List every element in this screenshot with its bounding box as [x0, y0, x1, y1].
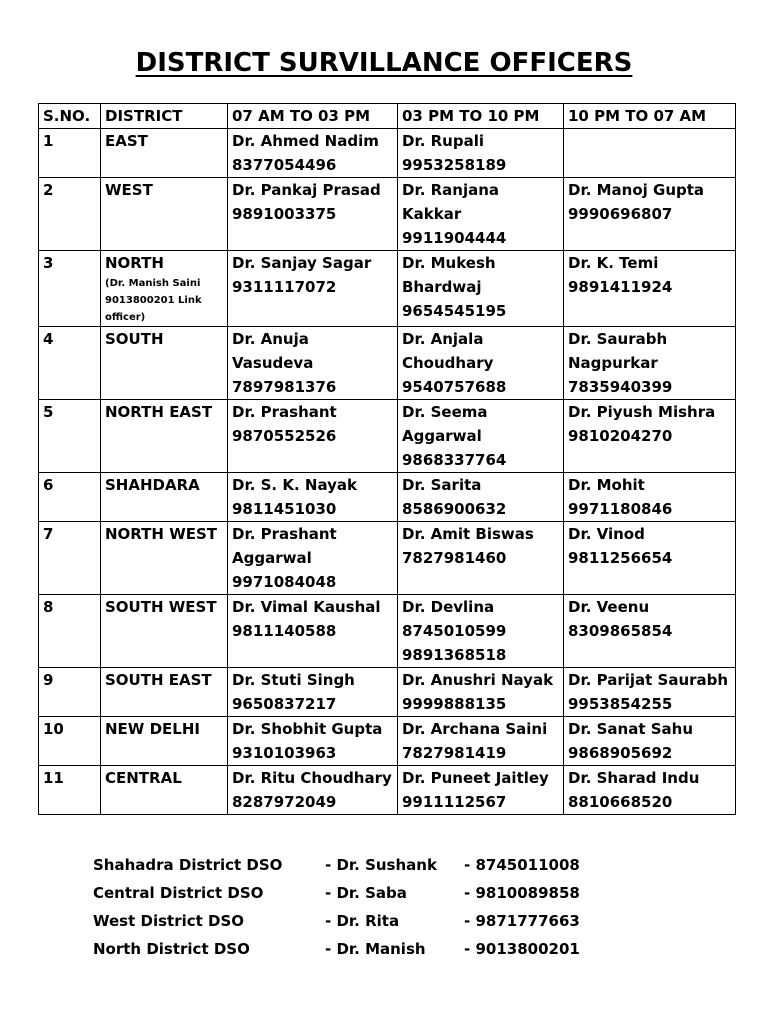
officer-name: Dr. Sarita	[402, 476, 482, 494]
officer-phone: 7835940399	[568, 378, 673, 396]
officer-phone: 9310103963	[232, 744, 337, 762]
officer-phone: 9971180846	[568, 500, 673, 518]
header-district: DISTRICT	[101, 104, 228, 129]
cell-shift2	[398, 522, 564, 595]
officer-phone: 9971084048	[232, 573, 337, 591]
cell-shift3	[564, 473, 736, 522]
officer-phone: 9654545195	[402, 302, 507, 320]
dso-row	[93, 935, 653, 963]
cell-shift1	[228, 595, 398, 668]
table-row	[39, 251, 736, 327]
table-header-row	[39, 104, 736, 129]
cell-sno: 5	[39, 400, 101, 473]
dso-name: - Dr. Saba	[325, 884, 407, 902]
table-row	[39, 595, 736, 668]
officer-phone: 9953258189	[402, 156, 507, 174]
district-name: CENTRAL	[105, 769, 182, 787]
dso-name: - Dr. Rita	[325, 912, 400, 930]
officer-name: Dr. K. Temi	[568, 254, 659, 272]
cell-shift2	[398, 595, 564, 668]
officer-name: Dr. Seema Aggarwal	[402, 403, 488, 445]
cell-shift1	[228, 668, 398, 717]
table-row	[39, 178, 736, 251]
district-name: WEST	[105, 181, 153, 199]
header-sno: S.NO.	[39, 104, 101, 129]
cell-sno: 1	[39, 129, 101, 178]
officer-name: Dr. Archana Saini	[402, 720, 548, 738]
officer-name: Dr. Parijat Saurabh	[568, 671, 729, 689]
district-name: EAST	[105, 132, 148, 150]
cell-shift2	[398, 766, 564, 815]
dso-phone: - 9013800201	[464, 940, 580, 958]
officer-phone: 9911112567	[402, 793, 507, 811]
cell-shift1	[228, 766, 398, 815]
cell-district	[101, 717, 228, 766]
officer-name: Dr. Sharad Indu	[568, 769, 700, 787]
district-name: NORTH	[105, 254, 164, 272]
district-note: (Dr. Manish Saini 9013800201 Link officer)	[105, 278, 202, 323]
officer-phone: 9810204270	[568, 427, 673, 445]
officer-phone: 8377054496	[232, 156, 337, 174]
dso-label: West District DSO	[93, 912, 245, 930]
dso-label: Central District DSO	[93, 884, 264, 902]
cell-sno: 11	[39, 766, 101, 815]
officer-name: Dr. Ranjana Kakkar	[402, 181, 500, 223]
dso-list	[93, 851, 653, 963]
officer-name: Dr. Ahmed Nadim	[232, 132, 379, 150]
district-name: SOUTH	[105, 330, 164, 348]
officer-phone: 9990696807	[568, 205, 673, 223]
officer-phone: 9811140588	[232, 622, 337, 640]
officer-phone: 9911904444	[402, 229, 507, 247]
cell-shift1	[228, 251, 398, 327]
officer-name: Dr. Vimal Kaushal	[232, 598, 381, 616]
cell-district	[101, 400, 228, 473]
officer-phone: 8745010599 9891368518	[402, 622, 507, 664]
officer-name: Dr. Anuja Vasudeva	[232, 330, 314, 372]
header-shift-night: 10 PM TO 07 AM	[564, 104, 736, 129]
officer-phone: 7827981419	[402, 744, 507, 762]
dso-phone: - 9871777663	[464, 912, 580, 930]
officer-phone: 8287972049	[232, 793, 337, 811]
officer-name: Dr. Veenu	[568, 598, 650, 616]
cell-sno: 2	[39, 178, 101, 251]
cell-shift3	[564, 251, 736, 327]
officer-name: Dr. Amit Biswas	[402, 525, 534, 543]
page-title: DISTRICT SURVILLANCE OFFICERS	[135, 48, 633, 78]
officer-phone: 9311117072	[232, 278, 337, 296]
dso-phone: - 8745011008	[464, 856, 580, 874]
cell-sno: 6	[39, 473, 101, 522]
officer-phone: 9540757688	[402, 378, 507, 396]
officer-phone: 9868337764	[402, 451, 507, 469]
officer-name: Dr. Devlina	[402, 598, 495, 616]
cell-district	[101, 595, 228, 668]
officer-name: Dr. Prashant	[232, 403, 337, 421]
dso-label: North District DSO	[93, 940, 250, 958]
officer-phone: 9891411924	[568, 278, 673, 296]
district-name: SOUTH EAST	[105, 671, 212, 689]
dso-phone: - 9810089858	[464, 884, 580, 902]
cell-district	[101, 251, 228, 327]
officer-phone: 9891003375	[232, 205, 337, 223]
officer-name: Dr. Sanjay Sagar	[232, 254, 372, 272]
cell-district	[101, 668, 228, 717]
officer-phone: 9650837217	[232, 695, 337, 713]
officer-name: Dr. Mohit	[568, 476, 645, 494]
officer-phone: 8810668520	[568, 793, 673, 811]
cell-shift1	[228, 129, 398, 178]
officer-name: Dr. Pankaj Prasad	[232, 181, 381, 199]
officer-phone: 7897981376	[232, 378, 337, 396]
table-row	[39, 522, 736, 595]
dso-row	[93, 851, 653, 879]
officer-name: Dr. Prashant Aggarwal	[232, 525, 337, 567]
officer-phone: 9953854255	[568, 695, 673, 713]
cell-shift2	[398, 400, 564, 473]
cell-shift2	[398, 473, 564, 522]
officer-name: Dr. Shobhit Gupta	[232, 720, 383, 738]
cell-shift3	[564, 327, 736, 400]
district-name: NORTH EAST	[105, 403, 213, 421]
cell-shift2	[398, 327, 564, 400]
table-row	[39, 473, 736, 522]
cell-district	[101, 327, 228, 400]
dso-label: Shahadra District DSO	[93, 856, 283, 874]
officer-phone: 9870552526	[232, 427, 337, 445]
header-shift-morning: 07 AM TO 03 PM	[228, 104, 398, 129]
district-name: NORTH WEST	[105, 525, 218, 543]
officer-name: Dr. Rupali	[402, 132, 485, 150]
dso-row	[93, 907, 653, 935]
cell-shift2	[398, 129, 564, 178]
cell-district	[101, 129, 228, 178]
dso-name: - Dr. Sushank	[325, 856, 437, 874]
cell-sno: 8	[39, 595, 101, 668]
cell-district	[101, 473, 228, 522]
officer-phone: 7827981460	[402, 549, 507, 567]
header-shift-evening: 03 PM TO 10 PM	[398, 104, 564, 129]
cell-shift1	[228, 400, 398, 473]
officers-table	[38, 103, 736, 815]
officer-name: Dr. Ritu Choudhary	[232, 769, 392, 787]
cell-shift3	[564, 129, 736, 178]
table-row	[39, 400, 736, 473]
cell-shift2	[398, 717, 564, 766]
table-row	[39, 327, 736, 400]
officer-name: Dr. Saurabh Nagpurkar	[568, 330, 668, 372]
officer-name: Dr. Vinod	[568, 525, 645, 543]
table-row	[39, 129, 736, 178]
officer-phone: 8586900632	[402, 500, 507, 518]
cell-sno: 7	[39, 522, 101, 595]
officer-name: Dr. S. K. Nayak	[232, 476, 357, 494]
officer-name: Dr. Mukesh Bhardwaj	[402, 254, 496, 296]
cell-shift3	[564, 595, 736, 668]
cell-shift3	[564, 400, 736, 473]
cell-shift1	[228, 178, 398, 251]
district-name: NEW DELHI	[105, 720, 200, 738]
officer-phone: 9811451030	[232, 500, 337, 518]
cell-shift1	[228, 473, 398, 522]
cell-sno: 9	[39, 668, 101, 717]
officer-phone: 8309865854	[568, 622, 673, 640]
cell-shift2	[398, 251, 564, 327]
officer-phone: 9811256654	[568, 549, 673, 567]
officer-name: Dr. Manoj Gupta	[568, 181, 705, 199]
officer-name: Dr. Piyush Mishra	[568, 403, 716, 421]
officer-name: Dr. Puneet Jaitley	[402, 769, 549, 787]
officer-phone: 9868905692	[568, 744, 673, 762]
district-name: SOUTH WEST	[105, 598, 217, 616]
cell-sno: 3	[39, 251, 101, 327]
cell-shift3	[564, 717, 736, 766]
table-row	[39, 766, 736, 815]
cell-district	[101, 522, 228, 595]
table-body	[39, 129, 736, 815]
table-row	[39, 717, 736, 766]
cell-shift3	[564, 668, 736, 717]
cell-sno: 4	[39, 327, 101, 400]
officer-phone: 9999888135	[402, 695, 507, 713]
cell-district	[101, 766, 228, 815]
cell-district	[101, 178, 228, 251]
officer-name: Dr. Anushri Nayak	[402, 671, 554, 689]
dso-row	[93, 879, 653, 907]
officer-name: Dr. Anjala Choudhary	[402, 330, 494, 372]
cell-shift3	[564, 178, 736, 251]
officer-name: Dr. Stuti Singh	[232, 671, 355, 689]
cell-shift2	[398, 668, 564, 717]
district-name: SHAHDARA	[105, 476, 200, 494]
table-row	[39, 668, 736, 717]
cell-sno: 10	[39, 717, 101, 766]
cell-shift1	[228, 717, 398, 766]
cell-shift1	[228, 327, 398, 400]
officer-name: Dr. Sanat Sahu	[568, 720, 694, 738]
cell-shift1	[228, 522, 398, 595]
dso-name: - Dr. Manish	[325, 940, 426, 958]
cell-shift3	[564, 766, 736, 815]
cell-shift2	[398, 178, 564, 251]
cell-shift3	[564, 522, 736, 595]
